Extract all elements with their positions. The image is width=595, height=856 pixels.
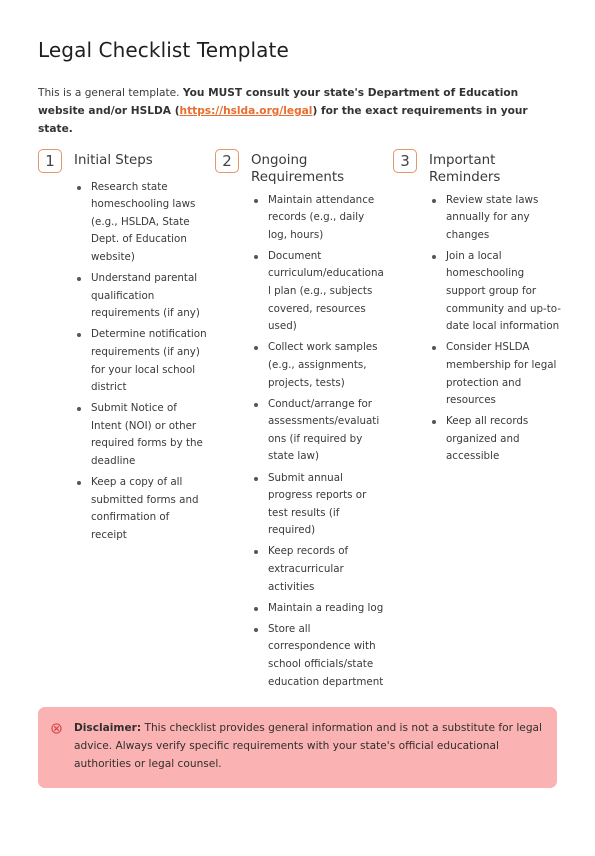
- intro-paragraph: [38, 84, 557, 138]
- column-initial-steps: [38, 149, 208, 548]
- list-item: Join a local homeschooling support group for community and up-to-date local information: [431, 248, 563, 336]
- disclaimer-box: [38, 707, 557, 788]
- disclaimer-text: [74, 722, 542, 770]
- list-item: Research state homeschooling laws (e.g., HSLDA, State Dept. of Education website): [76, 179, 208, 267]
- list-item: Collect work samples (e.g., assignments, projects, tests): [253, 339, 385, 392]
- column-title: Initial Steps: [74, 152, 153, 168]
- list-item: Determine notification requirements (if any) for your local school district: [76, 326, 208, 396]
- column-title: Ongoing Requirements: [251, 152, 345, 185]
- checklist: [38, 179, 208, 545]
- step-number-badge: 2: [215, 149, 239, 173]
- intro-bold-after: ) for the exact requirements in your state.: [38, 105, 528, 135]
- page: [38, 38, 562, 724]
- list-item: Keep records of extracurricular activities: [253, 543, 385, 596]
- list-item: Document curriculum/educational plan (e.g., subjects covered, resources used): [253, 248, 385, 336]
- column-ongoing-requirements: [215, 149, 385, 695]
- list-item: Keep all records organized and accessible: [431, 413, 563, 466]
- step-number-badge: 3: [393, 149, 417, 173]
- list-item: Review state laws annually for any changes: [431, 192, 563, 245]
- list-item: Consider HSLDA membership for legal protection and resources: [431, 339, 563, 409]
- column-header: [393, 149, 563, 186]
- hslda-link[interactable]: https://hslda.org/legal: [179, 105, 313, 117]
- checklist: [393, 192, 563, 466]
- list-item: Understand parental qualification requirements (if any): [76, 270, 208, 323]
- x-circle-icon: [51, 723, 62, 734]
- intro-prefix: This is a general template.: [38, 87, 183, 99]
- disclaimer-label: Disclaimer:: [74, 722, 142, 734]
- checklist-columns: [38, 149, 562, 724]
- list-item: Conduct/arrange for assessments/evaluations (if required by state law): [253, 396, 385, 466]
- disclaimer-body: This checklist provides general information and is not a substitute for legal advice. Always verify specific requirements with your state's official educational authorities or legal counsel.: [74, 722, 542, 770]
- intro-bold-before: You MUST consult your state's Department of Education website and/or HSLDA (: [38, 87, 519, 117]
- column-title: Important Reminders: [429, 152, 501, 185]
- list-item: Maintain attendance records (e.g., daily log, hours): [253, 192, 385, 245]
- checklist: [215, 192, 385, 692]
- list-item: Submit annual progress reports or test results (if required): [253, 470, 385, 540]
- list-item: Store all correspondence with school officials/state education department: [253, 621, 385, 691]
- list-item: Maintain a reading log: [253, 600, 385, 618]
- column-header: [215, 149, 385, 186]
- list-item: Keep a copy of all submitted forms and confirmation of receipt: [76, 474, 208, 544]
- step-number-badge: 1: [38, 149, 62, 173]
- column-header: [38, 149, 208, 173]
- column-important-reminders: [393, 149, 563, 470]
- list-item: Submit Notice of Intent (NOI) or other required forms by the deadline: [76, 400, 208, 470]
- page-title: Legal Checklist Template: [38, 38, 289, 62]
